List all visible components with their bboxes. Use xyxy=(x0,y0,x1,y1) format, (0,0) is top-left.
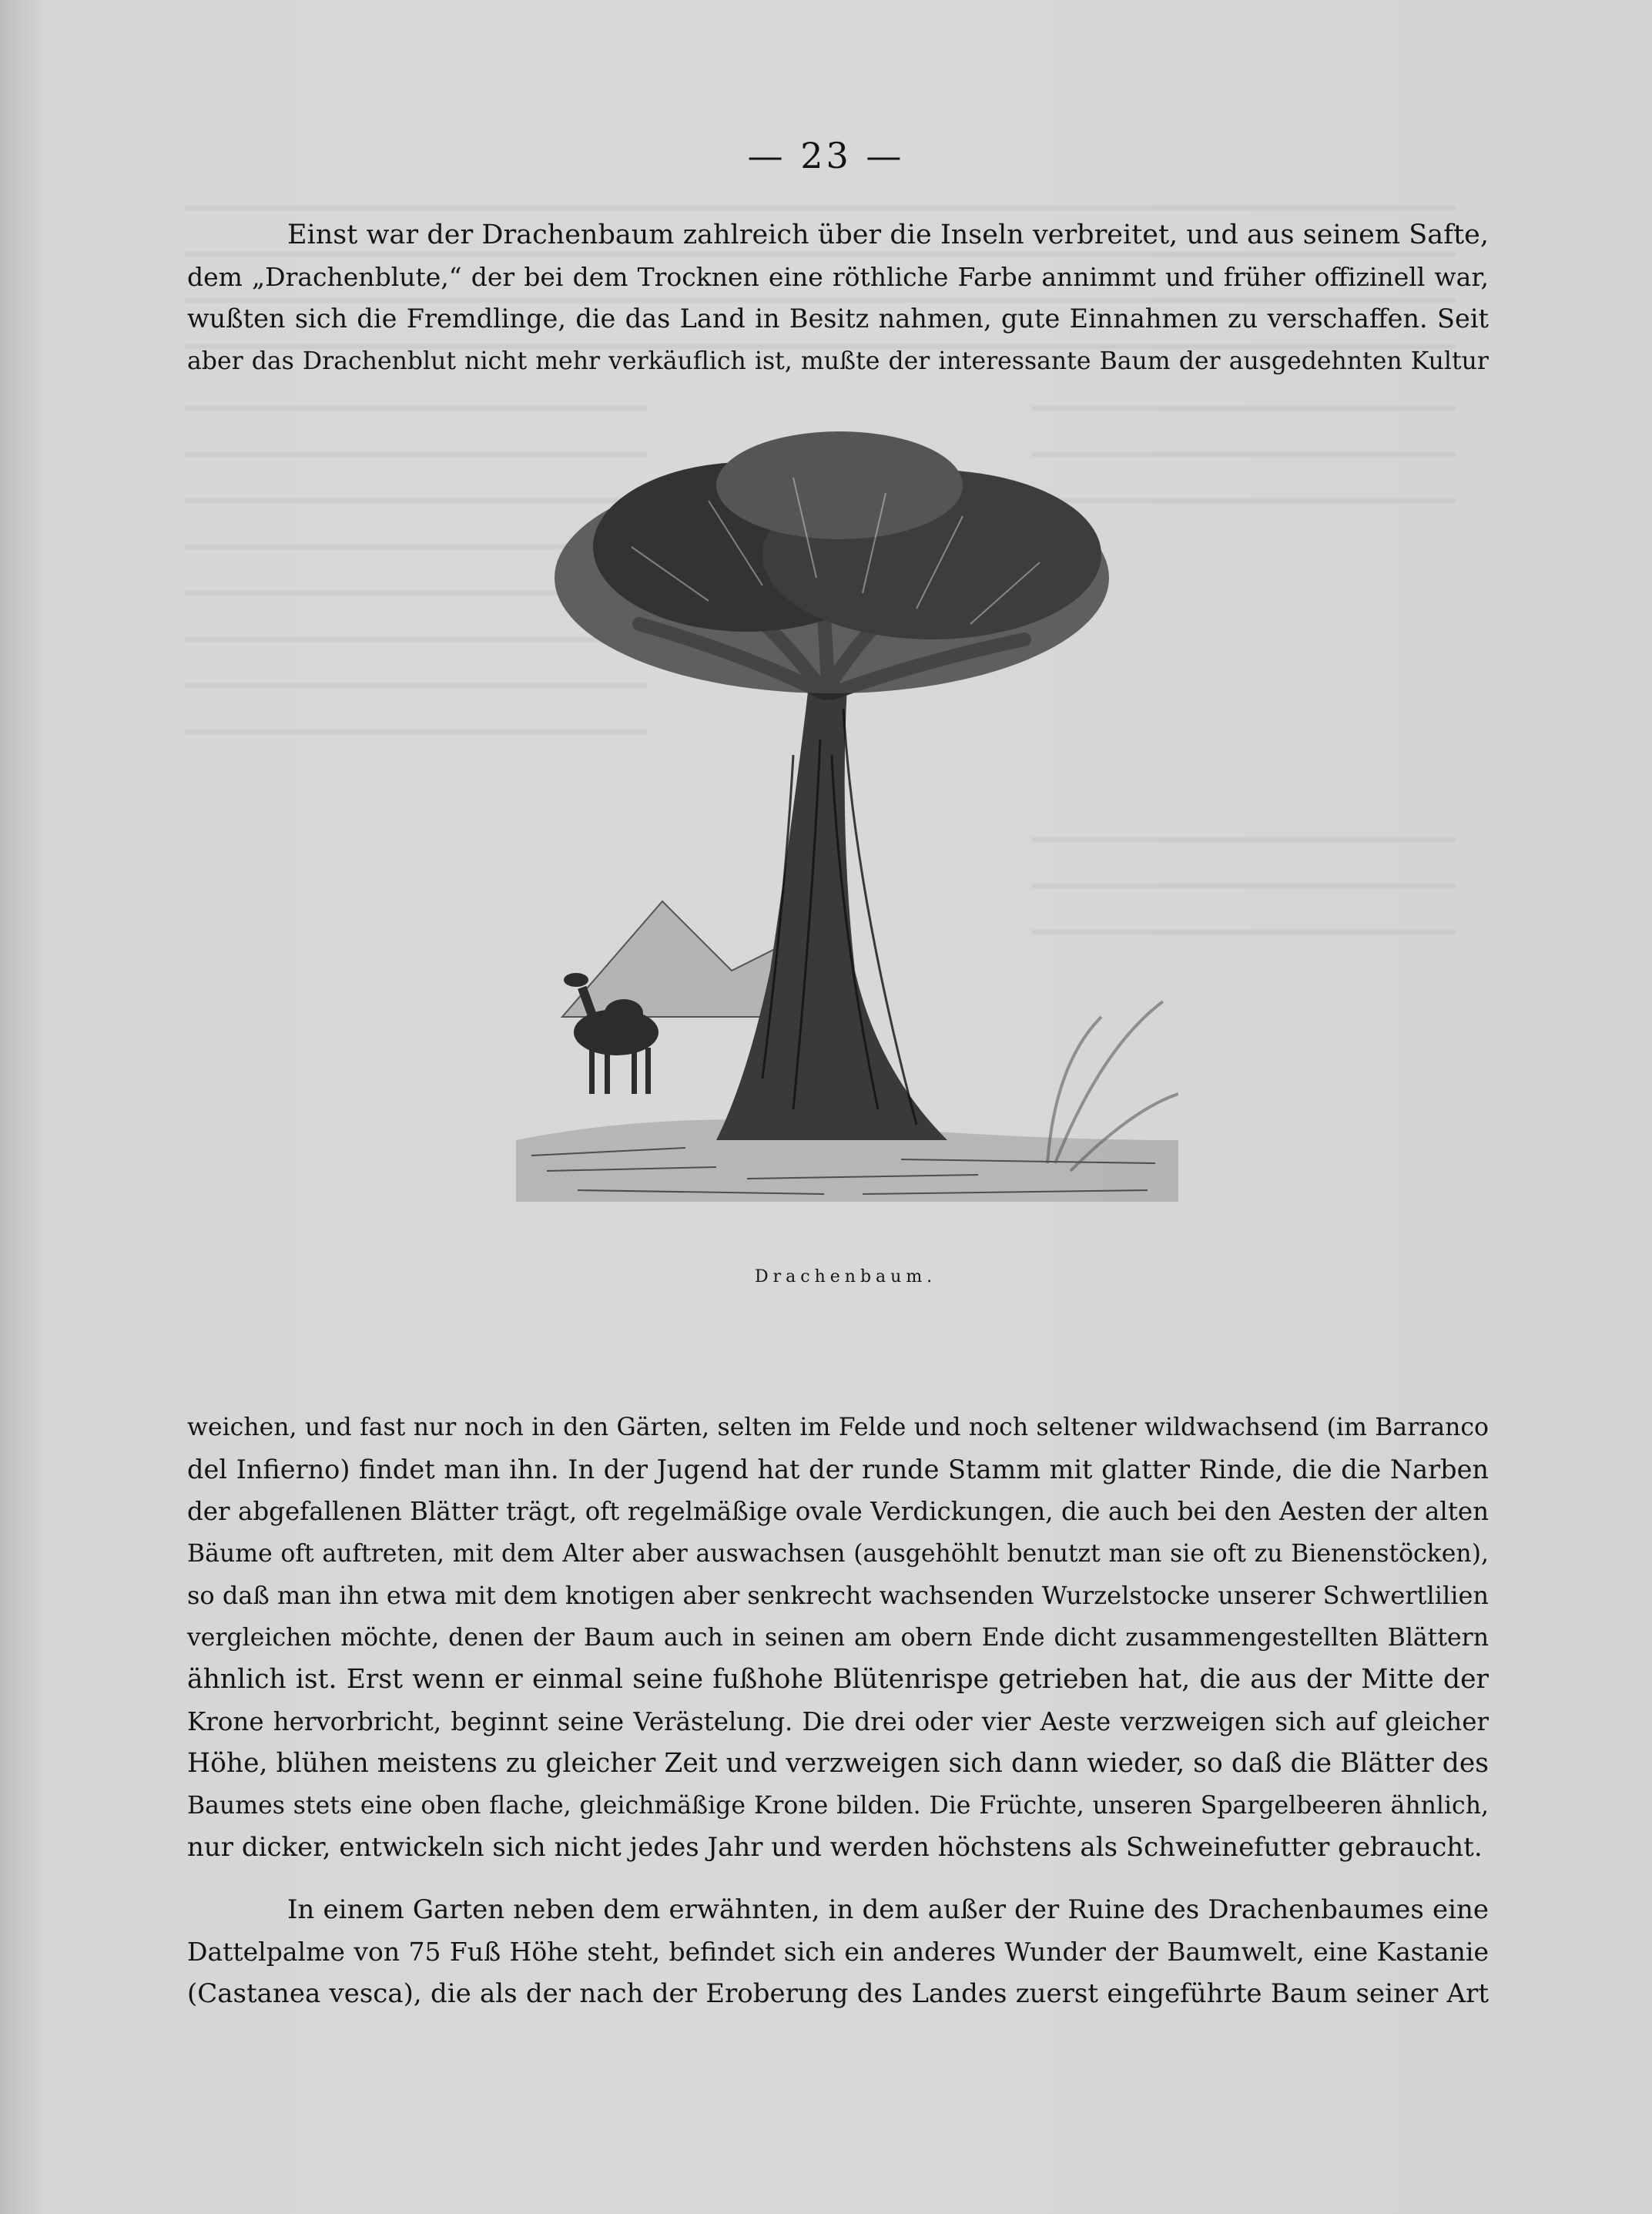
text-line: weichen, und fast nur noch in den Gärten, selten im Felde und noch seltener wildwachsend (im Barranco xyxy=(187,1414,1489,1441)
text-line: vergleichen möchte, denen der Baum auch in seinen am obern Ende dicht zusammengestellten Blättern xyxy=(187,1623,1489,1652)
text-line: dem „Drachenblute,“ der bei dem Trocknen eine röthliche Farbe annimmt und früher offizinell war, xyxy=(187,261,1489,292)
text-line: nur dicker, entwickeln sich nicht jedes Jahr und werden höchstens als Schweinefutter gebraucht. xyxy=(187,1832,1483,1863)
bottom-paragraph xyxy=(187,1889,1489,2015)
text-line: Einst war der Drachenbaum zahlreich über die Inseln verbreitet, und aus seinem Safte, xyxy=(287,220,1489,250)
text-line: Krone hervorbricht, beginnt seine Verästelung. Die drei oder vier Aeste verzweigen sich auf gleicher xyxy=(187,1706,1489,1736)
text-line: ähnlich ist. Erst wenn er einmal seine fußhohe Blütenrispe getrieben hat, die aus der Mitte der xyxy=(187,1664,1489,1695)
middle-paragraph xyxy=(187,1407,1489,1869)
figure-caption: Drachenbaum. xyxy=(755,1267,937,1286)
text-line: del Infierno) findet man ihn. In der Jugend hat der runde Stamm mit glatter Rinde, die die Narben xyxy=(187,1454,1489,1484)
text-line: Höhe, blühen meistens zu gleicher Zeit und verzweigen sich dann wieder, so daß die Blätter des xyxy=(187,1748,1489,1779)
text-line: so daß man ihn etwa mit dem knotigen aber senkrecht wachsenden Wurzelstocke unserer Schwertlilien xyxy=(187,1581,1489,1610)
text-line: (Castanea vesca), die als der nach der Eroberung des Landes zuerst eingeführte Baum seiner Art xyxy=(187,1978,1489,2009)
text-line: Baumes stets eine oben flache, gleichmäßige Krone bilden. Die Früchte, unseren Spargelbeeren ähnlich, xyxy=(187,1791,1489,1820)
top-paragraph xyxy=(187,214,1489,382)
text-line: aber das Drachenblut nicht mehr verkäuflich ist, mußte der interessante Baum der ausgedehnten Kultur xyxy=(187,347,1489,375)
text-line: Bäume oft auftreten, mit dem Alter aber auswachsen (ausgehöhlt benutzt man sie oft zu Bienenstöcken), xyxy=(187,1539,1489,1568)
text-line: der abgefallenen Blätter trägt, oft regelmäßige ovale Verdickungen, die auch bei den Aesten der alten xyxy=(187,1497,1489,1526)
page-number: — 23 — xyxy=(747,135,905,176)
text-line: In einem Garten neben dem erwähnten, in dem außer der Ruine des Drachenbaumes eine xyxy=(287,1894,1489,1925)
dragon-tree-illustration xyxy=(516,431,1178,1217)
text-line: wußten sich die Fremdlinge, die das Land in Besitz nahmen, gute Einnahmen zu verschaffen. Seit xyxy=(187,304,1489,334)
text-line: Dattelpalme von 75 Fuß Höhe steht, befindet sich ein anderes Wunder der Baumwelt, eine Kastanie xyxy=(187,1936,1489,1967)
